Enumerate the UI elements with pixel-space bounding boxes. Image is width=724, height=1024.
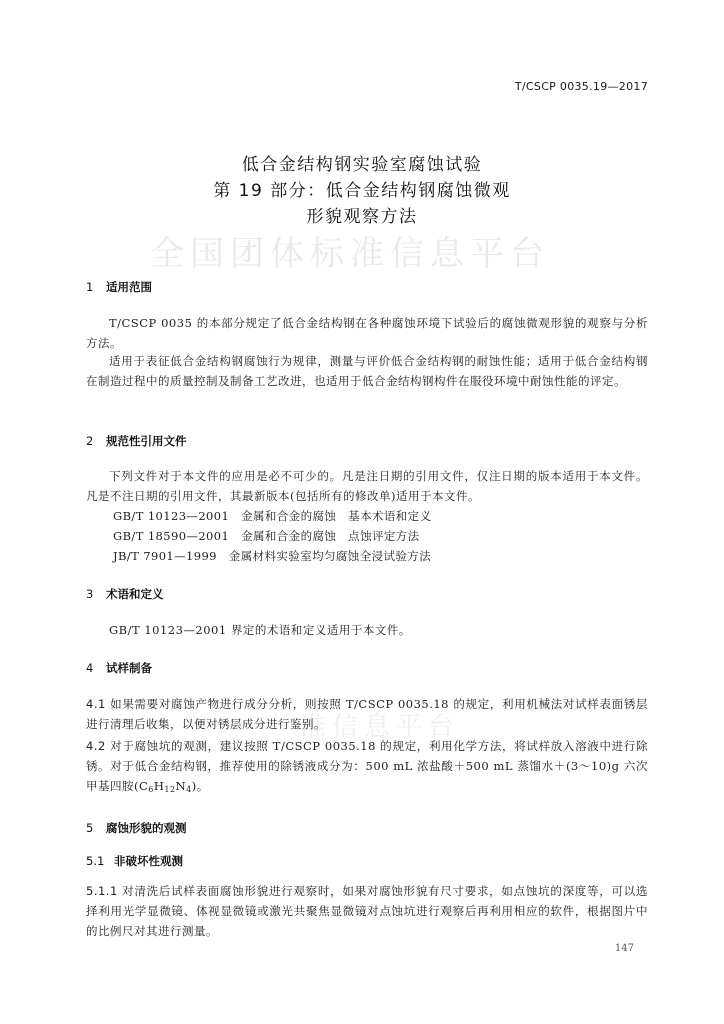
subscript: 6	[148, 785, 154, 794]
clause-4-2	[86, 736, 648, 800]
section-heading-3	[86, 586, 164, 602]
title-line-1: 低合金结构钢实验室腐蚀试验	[241, 155, 483, 175]
title-line-2: 第 19 部分：低合金结构钢腐蚀微观	[213, 181, 511, 201]
section-title: 腐蚀形貌的观测	[106, 821, 187, 835]
paragraph: GB/T 10123—2001 界定的术语和定义适用于本文件。	[109, 623, 411, 637]
clause-text: 对清洗后试样表面腐蚀形貌进行观察时，如果对腐蚀形貌有尺寸要求，如点蚀坑的深度等，可以选择利用光学显微镜、体视显微镜或激光共聚焦显微镜对点蚀坑进行观察后再利用相应的软件，根据图片中的比例尺对其进行测量。	[86, 884, 648, 938]
reference-item: GB/T 18590—2001 金属和合金的腐蚀 点蚀评定方法	[113, 529, 420, 543]
clause-number: 4.2	[86, 739, 106, 753]
watermark: 全国团体标准信息平台	[150, 234, 550, 274]
section-number: 3	[86, 587, 94, 601]
section-title: 适用范围	[106, 280, 152, 294]
standard-code: T/CSCP 0035.19—2017	[514, 80, 648, 93]
reference-item: JB/T 7901—1999 金属材料实验室均匀腐蚀全浸试验方法	[113, 549, 432, 563]
section-heading-5	[86, 820, 187, 836]
clause-number: 4.1	[86, 697, 106, 711]
section-title: 规范性引用文件	[106, 434, 187, 448]
subscript: 12	[164, 785, 176, 794]
clause-5-1-1	[86, 881, 648, 941]
section-number: 1	[86, 280, 94, 294]
paragraph: 适用于表征低合金结构钢腐蚀行为规律，测量与评价低合金结构钢的耐蚀性能；适用于低合金结构钢在制造过程中的质量控制及制备工艺改进，也适用于低合金结构钢构件在服役环境中耐蚀性能的评定。	[86, 354, 648, 388]
page-number: 147	[614, 943, 634, 954]
paragraph: T/CSCP 0035 的本部分规定了低合金结构钢在各种腐蚀环境下试验后的腐蚀微观形貌的观察与分析方法。	[86, 316, 648, 350]
section-heading-2	[86, 433, 187, 449]
section-heading-4	[86, 660, 152, 676]
section-heading-1	[86, 279, 152, 295]
section-title: 非破坏性观测	[114, 854, 183, 868]
watermark: 准信息平台	[300, 712, 461, 742]
section-number: 5	[86, 821, 94, 835]
title-line-3: 形貌观察方法	[306, 207, 418, 227]
section-title: 试样制备	[106, 661, 152, 675]
clause-text: 对于腐蚀坑的观测，建议按照 T/CSCP 0035.18 的规定，利用化学方法，将试样放入溶液中进行除锈。对于低合金结构钢，推荐使用的除锈液成分为：500 mL 浓盐酸＋500 mL 蒸馏水＋(3～10)g 六次甲基四胺(C	[86, 739, 649, 793]
section-number: 2	[86, 434, 94, 448]
clause-text: )。	[191, 779, 209, 793]
clause-text: 如果需要对腐蚀产物进行成分分析，则按照 T/CSCP 0035.18 的规定，利用机械法对试样表面锈层进行清理后收集，以便对锈层成分进行鉴别。	[86, 697, 649, 731]
section-number: 4	[86, 661, 94, 675]
clause-number: 5.1.1	[86, 884, 118, 898]
section-title: 术语和定义	[106, 587, 164, 601]
subscript: 4	[186, 785, 192, 794]
clause-4-1	[86, 694, 648, 734]
section-number: 5.1	[86, 854, 105, 868]
subsection-heading-5-1	[86, 853, 183, 869]
reference-item: GB/T 10123—2001 金属和合金的腐蚀 基本术语和定义	[113, 509, 432, 523]
clause-text: N	[175, 779, 187, 793]
paragraph: 下列文件对于本文件的应用是必不可少的。凡是注日期的引用文件，仅注日期的版本适用于本文件。凡是不注日期的引用文件，其最新版本(包括所有的修改单)适用于本文件。	[86, 469, 648, 503]
clause-text: H	[153, 779, 165, 793]
